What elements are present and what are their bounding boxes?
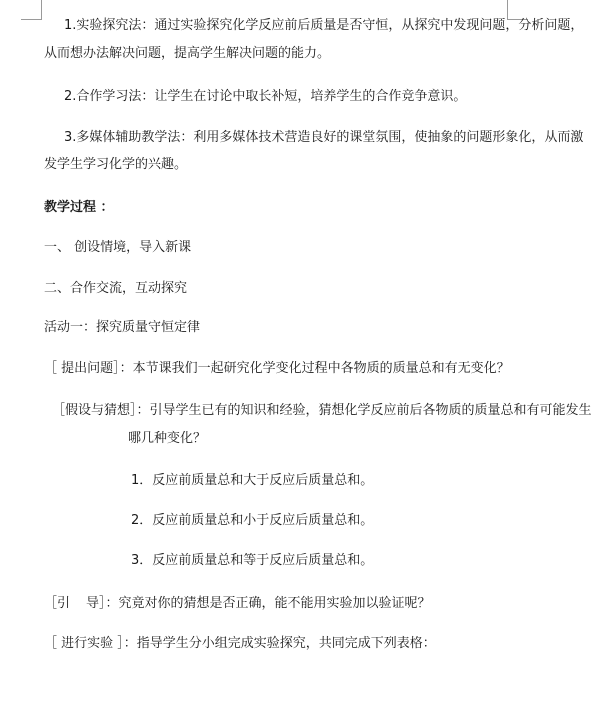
step-1: 一、 创设情境，导入新课 bbox=[44, 240, 192, 255]
method-2: 2.合作学习法：让学生在讨论中取长补短，培养学生的合作竞争意识。 bbox=[64, 89, 467, 104]
step-2: 二、合作交流，互动探究 bbox=[44, 281, 188, 296]
hypothesis-row bbox=[52, 403, 592, 419]
guide-label-part-2: 导］： bbox=[86, 596, 119, 611]
hypothesis-line-1: 引导学生已有的知识和经验，猜想化学反应前后各物质的质量总和有可能发生 bbox=[149, 403, 592, 418]
question-row bbox=[44, 361, 510, 377]
guide-label-part-1: ［引 bbox=[44, 596, 71, 611]
question-text: 本节课我们一起研究化学变化过程中各物质的质量总和有无变化？ bbox=[132, 361, 510, 376]
guide-text: 究竟对你的猜想是否正确，能不能用实验加以验证呢？ bbox=[118, 596, 431, 611]
experiment-row bbox=[44, 636, 436, 652]
crop-mark-top-right bbox=[507, 0, 528, 20]
method-3-line-1: 3.多媒体辅助教学法：利用多媒体技术营造良好的课堂氛围，使抽象的问题形象化，从而激 bbox=[64, 130, 584, 145]
hypothesis-line-2: 哪几种变化？ bbox=[128, 431, 207, 446]
method-1-line-2: 从而想办法解决问题，提高学生解决问题的能力。 bbox=[44, 46, 331, 61]
method-3-line-2: 发学生学习化学的兴趣。 bbox=[44, 157, 188, 172]
crop-mark-top-left bbox=[21, 0, 42, 20]
method-1-line-1: 1.实验探究法：通过实验探究化学反应前后质量是否守恒，从探究中发现问题，分析问题， bbox=[64, 18, 584, 33]
question-label: ［ 提出问题］： bbox=[44, 361, 133, 376]
option-2: 2．反应前质量总和小于反应后质量总和。 bbox=[131, 513, 374, 528]
option-1: 1．反应前质量总和大于反应后质量总和。 bbox=[131, 473, 374, 488]
experiment-text: 指导学生分小组完成实验探究，共同完成下列表格： bbox=[136, 636, 436, 651]
guide-row bbox=[44, 596, 431, 612]
process-heading: 教学过程 ： bbox=[44, 200, 114, 215]
activity-1: 活动一：探究质量守恒定律 bbox=[44, 320, 201, 335]
hypothesis-label: ［假设与猜想］： bbox=[52, 403, 150, 418]
option-3: 3．反应前质量总和等于反应后质量总和。 bbox=[131, 553, 374, 568]
experiment-label: ［ 进行实验 ］： bbox=[44, 636, 137, 651]
